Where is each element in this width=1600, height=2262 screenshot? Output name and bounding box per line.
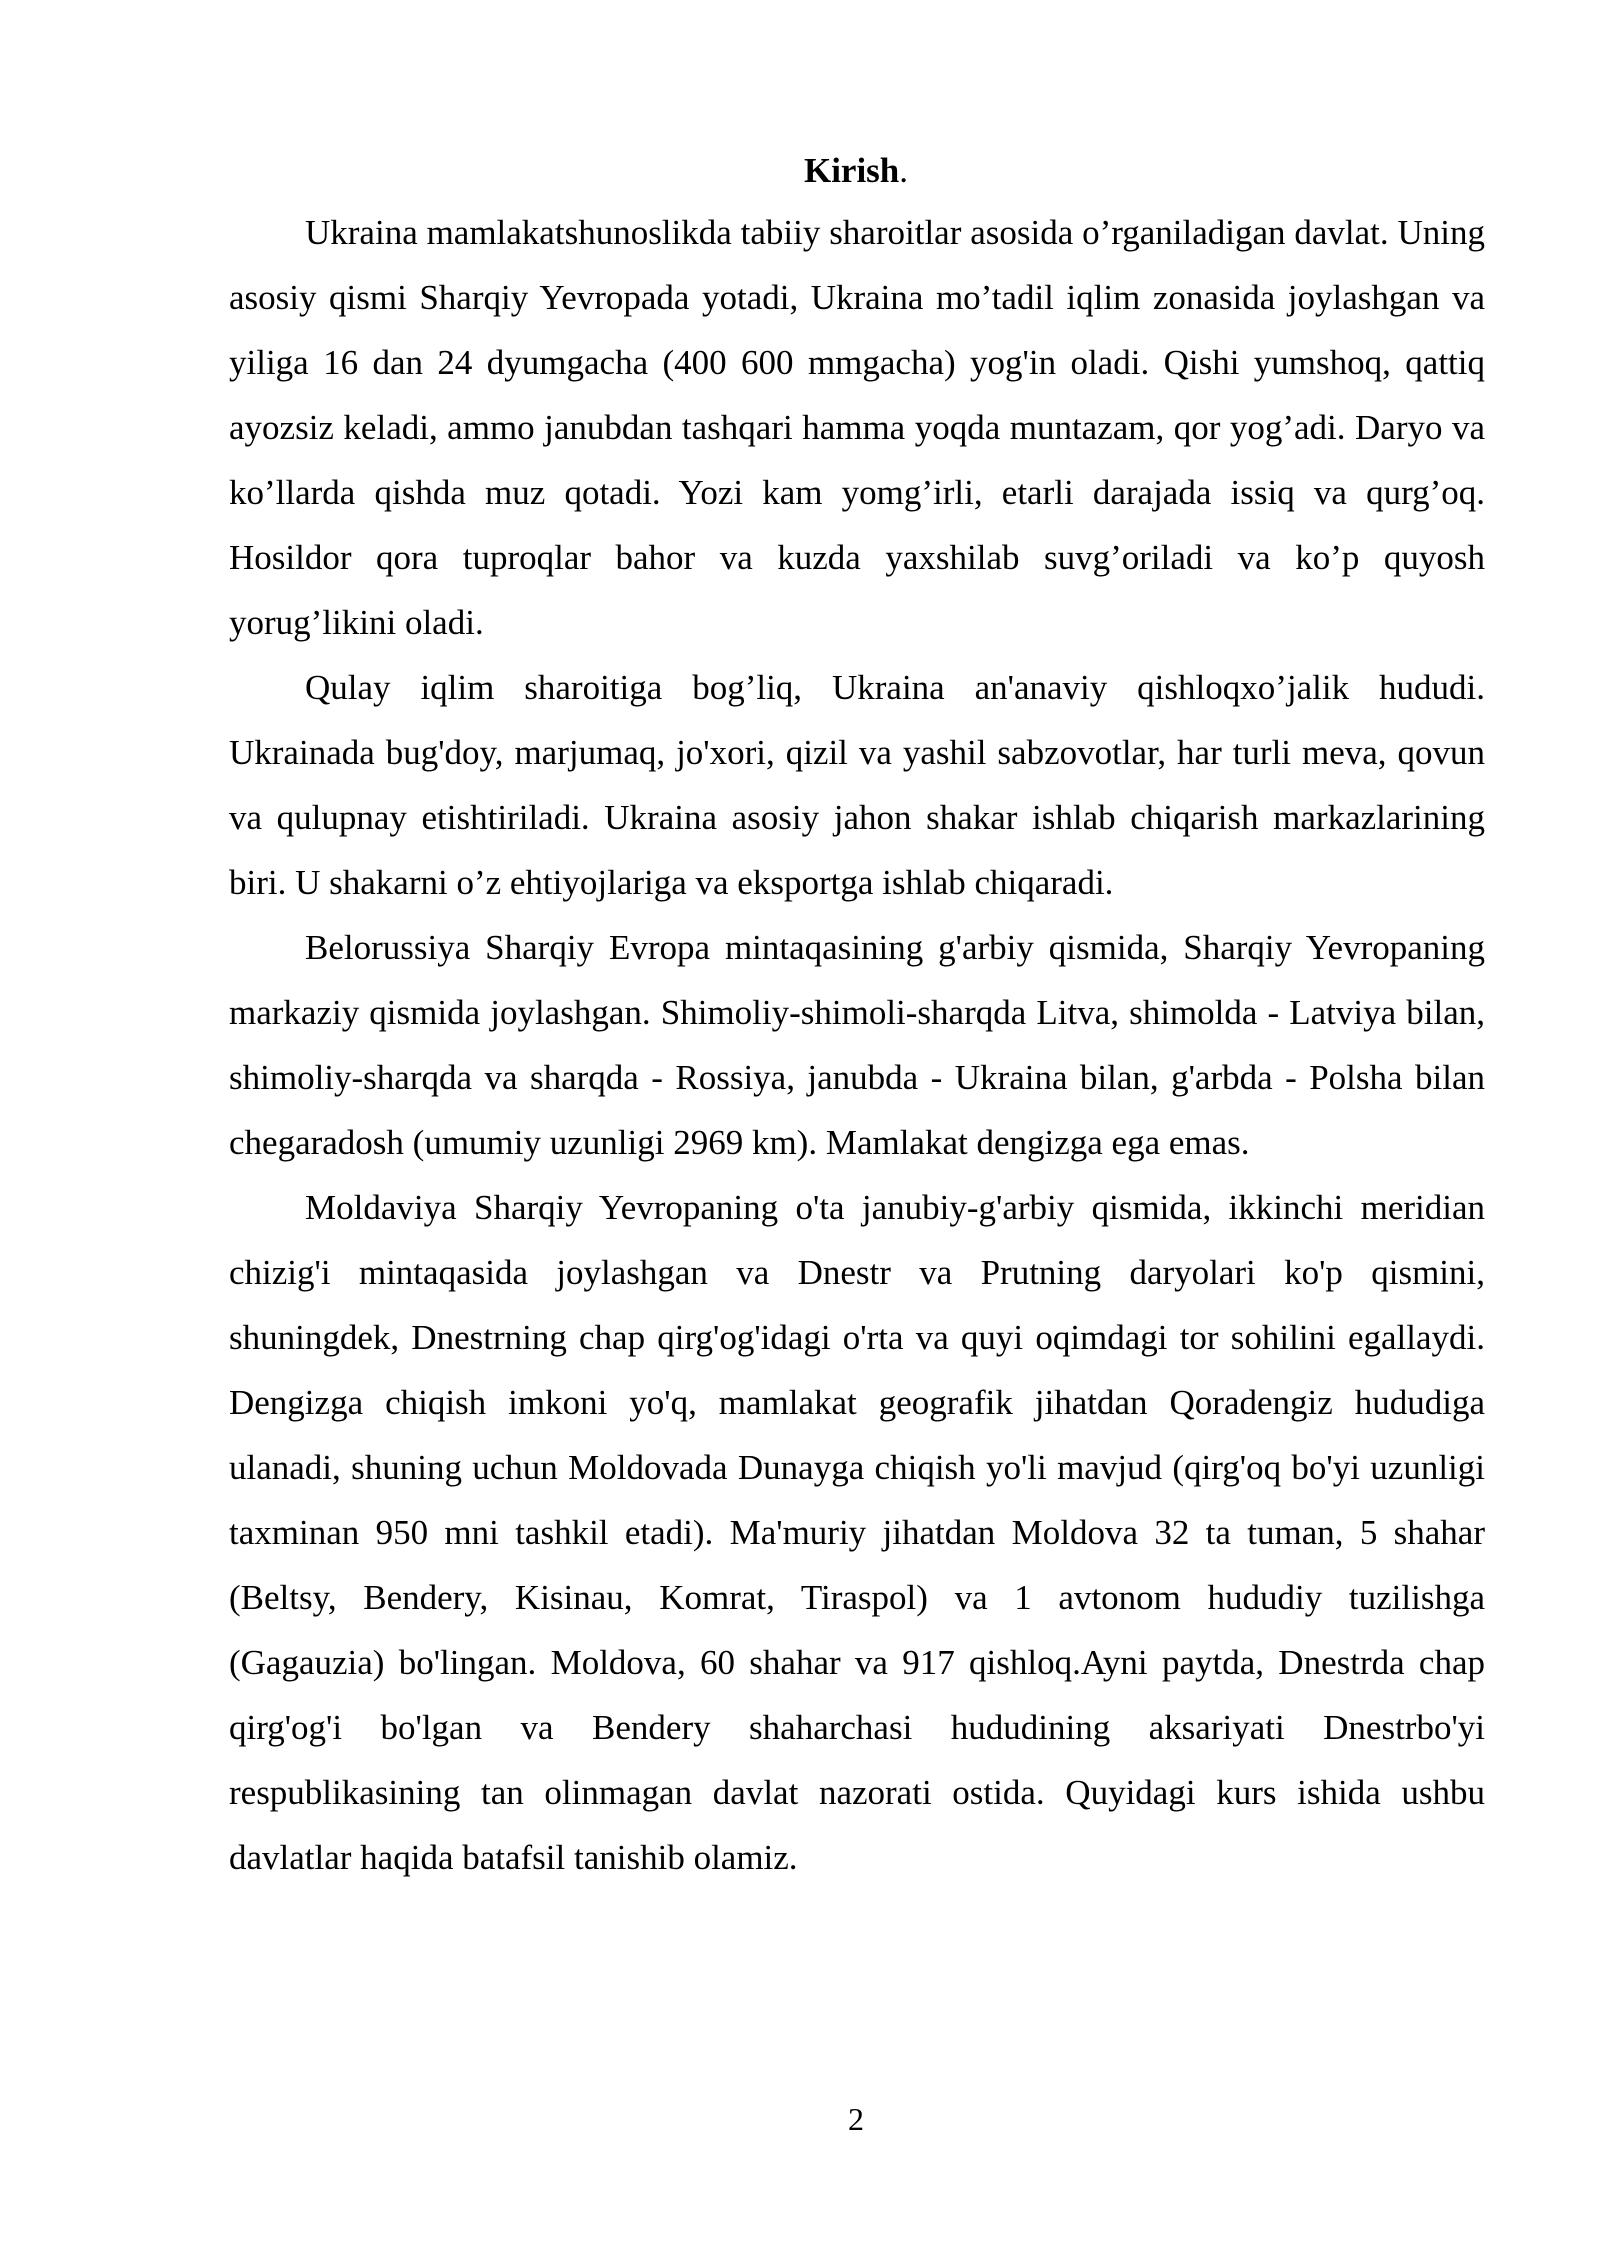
paragraph-ukraina-climate: Ukraina mamlakatshunoslikda tabiiy sharoitlar asosida o’rganiladigan davlat. Uning asosiy qismi Sharqiy Yevropada yotadi, Ukraina mo’tadil iqlim zonasida joylashgan va yiliga 16 dan 24 dyumgacha (400 600 mmgacha) yog'in oladi. Qishi yumshoq, qattiq ayozsiz keladi, ammo janubdan tashqari hamma yoqda muntazam, qor yog’adi. Daryo va ko’llarda qishda muz qotadi. Yozi kam yomg’irli, etarli darajada issiq va qurg’oq. Hosildor qora tuproqlar bahor va kuzda yaxshilab suvg’oriladi va ko’p quyosh yorug’likini oladi. bbox=[229, 213, 1485, 642]
paragraph-moldaviya: Moldaviya Sharqiy Yevropaning o'ta janubiy-g'arbiy qismida, ikkinchi meridian chizig'i mintaqasida joylashgan va Dnestr va Prutning daryolari ko'p qismini, shuningdek, Dnestrning chap qirg'og'idagi o'rta va quyi oqimdagi tor sohilini egallaydi. Dengizga chiqish imkoni yo'q, mamlakat geografik jihatdan Qoradengiz hududiga ulanadi, shuning uchun Moldovada Dunayga chiqish yo'li mavjud (qirg'oq bo'yi uzunligi taxminan 950 mni tashkil etadi). Ma'muriy jihatdan Moldova 32 ta tuman, 5 shahar (Beltsy, Bendery, Kisinau, Komrat, Tiraspol) va 1 avtonom hududiy tuzilishga (Gagauzia) bo'lingan. Moldova, 60 shahar va 917 qishloq.Ayni paytda, Dnestrda chap qirg'og'i bo'lgan va Bendery shaharchasi hududining aksariyati Dnestrbo'yi respublikasining tan olinmagan davlat nazorati ostida. Quyidagi kurs ishida ushbu davlatlar haqida batafsil tanishib olamiz. bbox=[229, 1188, 1485, 1877]
title-punctuation: . bbox=[899, 151, 909, 190]
page-title bbox=[0, 150, 1600, 192]
document-body bbox=[229, 200, 1485, 1890]
page-number: 2 bbox=[848, 2101, 864, 2137]
title-text: Kirish bbox=[803, 151, 900, 190]
paragraph-ukraina-agriculture: Qulay iqlim sharoitiga bog’liq, Ukraina an'anaviy qishloqxo’jalik hududi. Ukrainada bug'doy, marjumaq, jo'xori, qizil va yashil sabzovotlar, har turli meva, qovun va qulupnay etishtiriladi. Ukraina asosiy jahon shakar ishlab chiqarish markazlarining biri. U shakarni o’z ehtiyojlariga va eksportga ishlab chiqaradi. bbox=[229, 668, 1485, 902]
paragraph-belorussiya: Belorussiya Sharqiy Evropa mintaqasining g'arbiy qismida, Sharqiy Yevropaning markaziy qismida joylashgan. Shimoliy-shimoli-sharqda Litva, shimolda - Latviya bilan, shimoliy-sharqda va sharqda - Rossiya, janubda - Ukraina bilan, g'arbda - Polsha bilan chegaradosh (umumiy uzunligi 2969 km). Mamlakat dengizga ega emas. bbox=[229, 928, 1485, 1162]
